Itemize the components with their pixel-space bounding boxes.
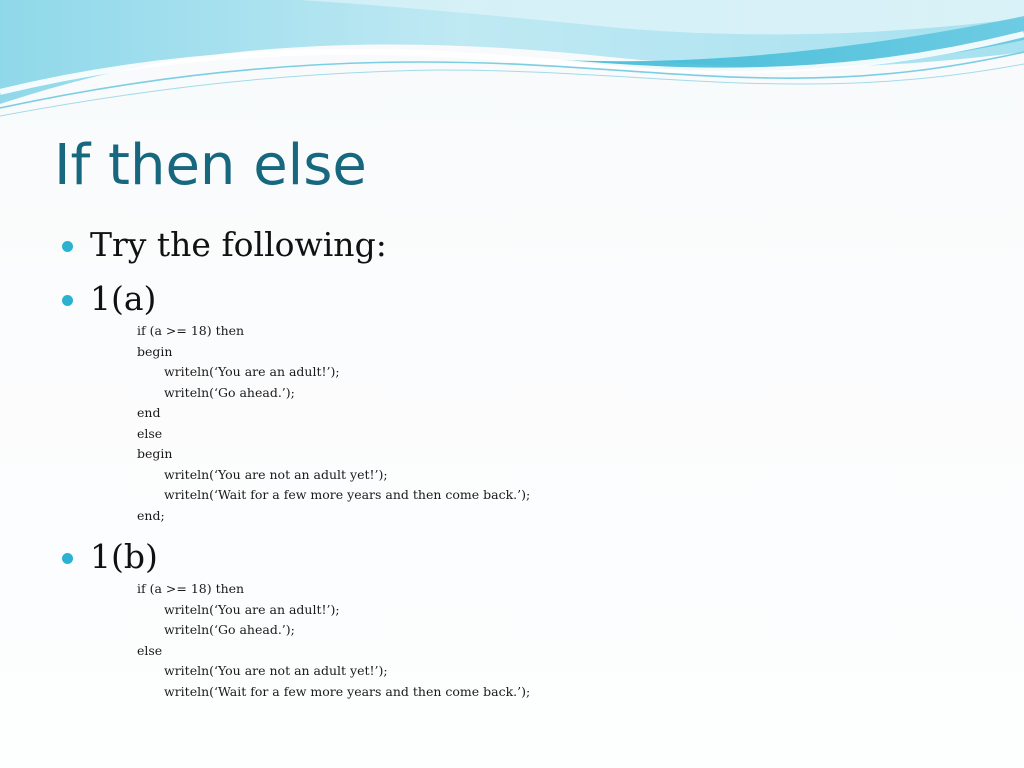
code-line: if (a >= 18) then xyxy=(137,323,245,338)
code-line: if (a >= 18) then xyxy=(137,581,245,596)
code-line: writeln(‘Go ahead.’); xyxy=(164,384,295,400)
code-block-1b xyxy=(137,579,530,702)
code-line: else xyxy=(137,425,163,441)
code-line: writeln(‘Go ahead.’); xyxy=(164,622,295,637)
header-wave-decoration xyxy=(0,0,1024,130)
code-line: writeln(‘You are not an adult yet!’); xyxy=(164,466,388,482)
code-line: writeln(‘Wait for a few more years and then come back.’); xyxy=(164,487,531,502)
code-line: else xyxy=(137,642,163,658)
bullet-label: 1(a) xyxy=(90,279,157,318)
code-line: writeln(‘Wait for a few more years and then come back.’); xyxy=(164,683,531,699)
code-line: end xyxy=(137,405,161,420)
code-line: writeln(‘You are not an adult yet!’); xyxy=(164,663,388,678)
code-line: end; xyxy=(137,507,165,523)
bullet-label: 1(b) xyxy=(90,537,158,576)
bullet-dot-icon xyxy=(62,553,73,564)
bullet-dot-icon xyxy=(62,295,73,306)
bullet-label: Try the following: xyxy=(90,225,387,264)
code-block-1a xyxy=(137,321,530,526)
code-line: writeln(‘You are an adult!’); xyxy=(164,364,340,379)
slide-title: If then else xyxy=(54,133,367,198)
code-line: begin xyxy=(137,343,173,359)
code-line: begin xyxy=(137,446,173,461)
code-line: writeln(‘You are an adult!’); xyxy=(164,601,340,617)
bullet-dot-icon xyxy=(62,241,73,252)
